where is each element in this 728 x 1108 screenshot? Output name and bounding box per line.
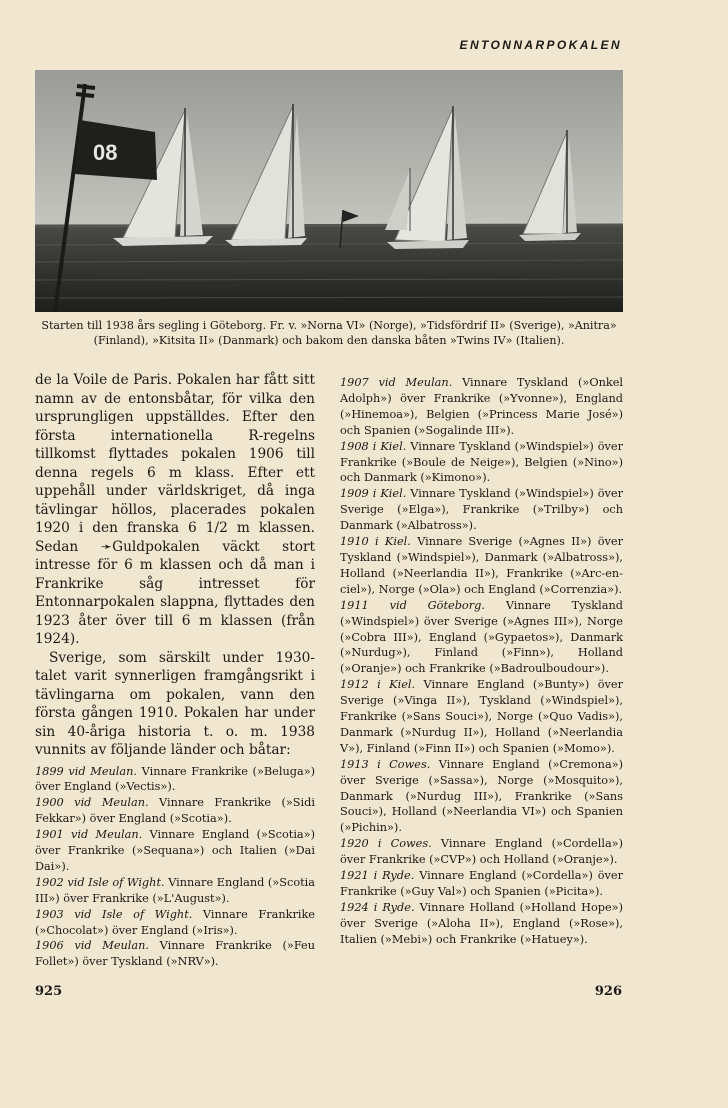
page-number-left: 925 — [35, 984, 63, 999]
list-item — [340, 486, 623, 534]
list-item — [340, 757, 623, 837]
entry-text: Vinnare Frankrike (»Beluga») över England (»Vectis»). — [35, 764, 316, 794]
entry-year: 1924 i Ryde. — [340, 900, 415, 914]
entry-year: 1909 i Kiel. — [340, 487, 407, 501]
entry-year: 1903 vid Isle of Wight. — [35, 907, 193, 921]
entry-text: Vinnare Tyskland (»Windspiel») över Sverige (»Elga»), Frankrike (»Trilby») och Danmark (»Albatross»). — [340, 487, 624, 533]
para-sweden-text: Sverige, som särskilt under 1930-talet varit synnerligen framgångsrikt i tävlingarna om pokalen, vann den första gången 1910. Pokalen har under sin 40-åriga historia t. o. m. 1938 vunnits av följande länder och båtar: — [35, 649, 315, 758]
list-item — [340, 677, 623, 757]
para-origin — [35, 371, 315, 649]
winners-list-left — [35, 764, 315, 971]
list-item — [340, 868, 623, 900]
list-item — [340, 598, 623, 678]
entry-year: 1899 vid Meulan. — [35, 764, 138, 778]
entry-text: Vinnare England (»Cordella») över Frankrike (»CVP») och Holland (»Oranje»). — [340, 837, 623, 867]
list-item — [340, 836, 623, 868]
list-item — [35, 827, 315, 875]
entry-text: Vinnare Tyskland (»Onkel Adolph») över Frankrike (»Yvonne»), England (»Hinemoa»), Belgien (»Princess Marie José») och Spanien (»Sogalinde III»). — [340, 376, 624, 437]
para-sweden — [35, 649, 315, 760]
entry-text: Vinnare England (»Scotia III») över Frankrike (»L'August»). — [35, 875, 316, 905]
entry-text: Vinnare England (»Cordella») över Frankrike (»Guy Val») och Spanien (»Picita»). — [340, 869, 623, 898]
regatta-start-photo — [35, 70, 623, 312]
entry-year: 1911 vid Göteborg. — [340, 598, 485, 612]
list-item — [340, 900, 623, 948]
right-column — [340, 375, 623, 948]
entry-text: Vinnare Sverige (»Agnes II») över Tyskland (»Windspiel»), Danmark (»Albatross»), Holland (»Neerlandia II»), Frankrike (»Arc-en-ciel»), Norge (»Ola») och England (»Correnzia»). — [340, 535, 623, 596]
list-item — [340, 375, 623, 439]
entry-year: 1920 i Cowes. — [340, 837, 432, 851]
entry-year: 1910 i Kiel. — [340, 535, 411, 549]
running-title: ENTONNARPOKALEN — [459, 38, 622, 52]
entry-year: 1908 i Kiel. — [340, 439, 407, 453]
page-number-right: 926 — [594, 984, 622, 999]
para-origin-text: de la Voile de Paris. Pokalen har fått sitt namn av de entonsbåtar, för vilka den ursprungligen uppställdes. Efter den första internationella R-regelns tillkomst flyttades pokalen 1906 till denna regels 6 m klass. Efter ett uppehåll under världskriget, då inga tävlingar höllos, placerades pokalen 1920 i den franska 6 1/2 m klassen. Sedan ➛Guldpokalen väckt stort intresse för 6 m klassen och då man i Frankrike såg intresset för Entonnarpokalen slappna, flyttades den 1923 åter över till 6 m klassen (från 1924). — [35, 372, 315, 647]
entry-year: 1900 vid Meulan. — [35, 796, 149, 810]
entry-text: Vinnare Holland (»Holland Hope») över Sverige (»Aloha II»), England (»Rose»), Italien (»Mebi») och Frankrike (»Hatuey»). — [340, 900, 624, 946]
entry-text: Vinnare Tyskland (»Windspiel») över Sverige (»Agnes III»), Norge (»Cobra III»), England (»Gypaetos»), Danmark (»Nurdug»), Finland (»Finn»), Holland (»Oranje») och Frankrike (»Badroulboudour»). — [340, 598, 624, 676]
entry-year: 1907 vid Meulan. — [340, 376, 453, 389]
entry-year: 1906 vid Meulan. — [35, 939, 149, 953]
photo-caption: Starten till 1938 års segling i Göteborg. Fr. v. »Norna VI» (Norge), »Tidsfördrif II» (Sverige), »Anitra» (Finland), »Kitsita II» (Danmark) och bakom den danska båten »Twins IV» (Italien). — [41, 319, 617, 347]
entry-text: Vinnare England (»Bunty») över Sverige (»Vinga II»), Tyskland (»Windspiel»), Frankrike (»Sans Souci»), Norge (»Quo Vadis»), Danmark (»Nurdug II»), Holland (»Neerlandia V»), Finland (»Finn II») och Spanien (»Momo»). — [340, 678, 623, 755]
entry-year: 1901 vid Meulan. — [35, 828, 143, 842]
list-item — [35, 938, 315, 970]
entry-year: 1921 i Ryde. — [340, 869, 415, 883]
list-item — [340, 439, 623, 487]
entry-text: Vinnare England (»Cremona») över Sverige (»Sassa»), Norge (»Mosquito»), Danmark (»Nurdug III»), Frankrike (»Sans Souci»), Holland (»Neerlandia VI») och Spanien (»Pichin»). — [340, 757, 624, 835]
entry-text: Vinnare Frankrike (»Chocolat») över England (»Iris»). — [35, 907, 315, 937]
list-item — [340, 534, 623, 598]
entry-year: 1912 i Kiel. — [340, 678, 416, 692]
left-column — [35, 371, 315, 970]
entry-text: Vinnare Frankrike (»Feu Follet») över Tyskland (»NRV»). — [35, 939, 315, 969]
list-item — [35, 795, 315, 827]
list-item — [35, 875, 315, 907]
entry-year: 1913 i Cowes. — [340, 757, 431, 771]
entry-text: Vinnare England (»Scotia») över Frankrike (»Sequana») och Italien (»Dai Dai»). — [35, 828, 315, 873]
entry-year: 1902 vid Isle of Wight. — [35, 875, 165, 889]
list-item — [35, 764, 315, 796]
flag-number: 08 — [93, 140, 118, 165]
list-item — [35, 907, 315, 939]
entry-text: Vinnare Tyskland (»Windspiel») över Frankrike (»Boule de Neige»), Belgien (»Nino») och Danmark (»Kimono»). — [340, 439, 624, 485]
entry-text: Vinnare Frankrike (»Sidi Fekkar») över England (»Scotia»). — [35, 796, 315, 826]
